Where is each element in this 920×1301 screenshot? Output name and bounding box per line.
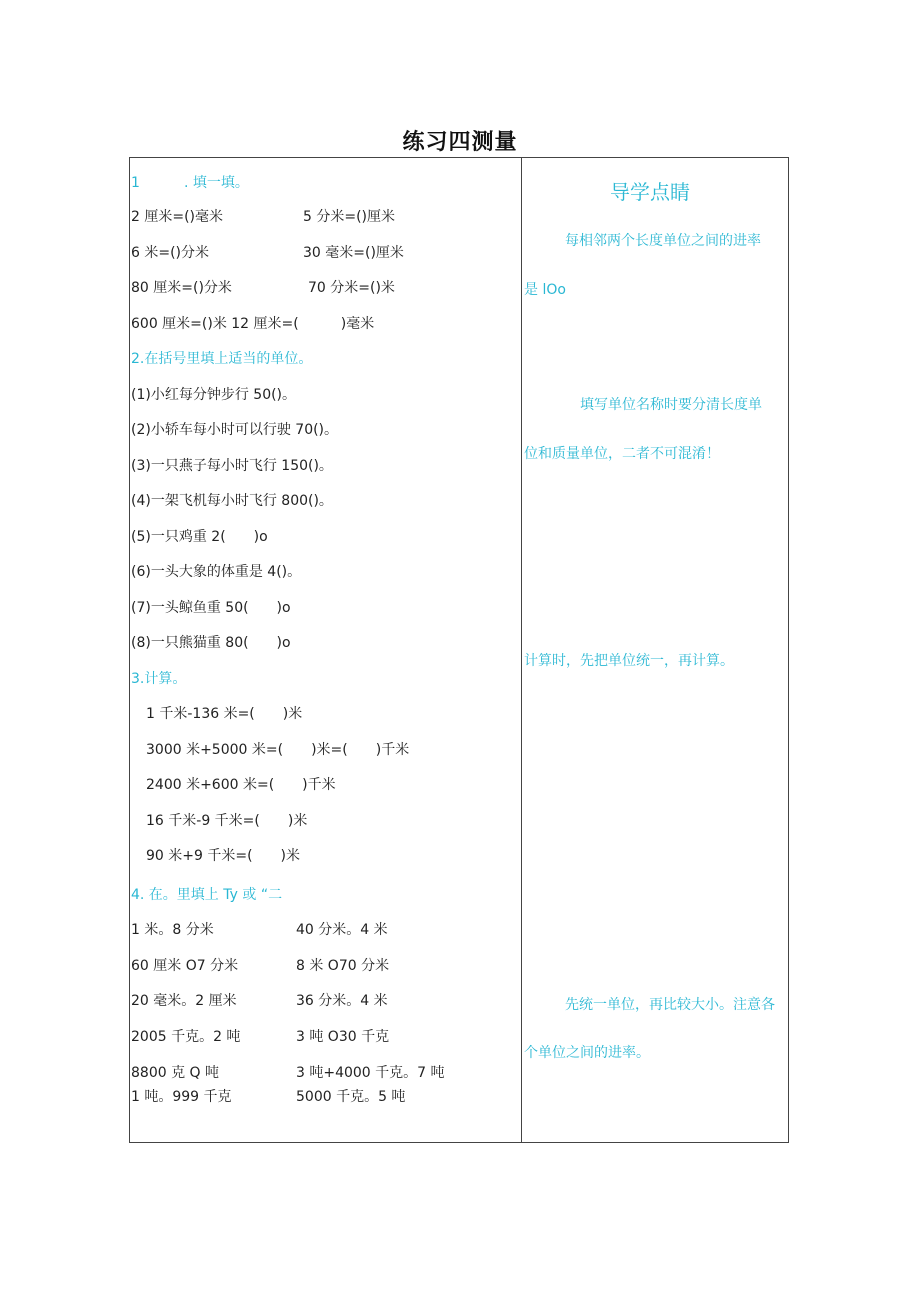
s4-row2-right: 8 米 O70 分米 [296, 958, 390, 974]
s1-row4: 600 厘米=()米 12 厘米=( )毫米 [131, 316, 375, 332]
page-title: 练习四测量 [402, 130, 518, 155]
tip-2-line-1: 填写单位名称时要分清长度单 [580, 397, 762, 413]
s4-row1-left: 1 米。8 分米 [131, 922, 214, 938]
s3-item-4: 16 千米-9 千米=( )米 [146, 813, 308, 829]
s1-row1-right: 5 分米=()厘米 [303, 209, 396, 225]
column-divider [521, 157, 522, 1143]
s4-row5-right: 3 吨+4000 千克。7 吨 [296, 1065, 445, 1081]
s1-row3-right: 70 分米=()米 [308, 280, 395, 296]
s3-item-1: 1 千米-136 米=( )米 [146, 706, 303, 722]
tip-4-line-2: 个单位之间的进率。 [524, 1045, 650, 1061]
s2-item-4: (4)一架飞机每小时飞行 800()。 [131, 493, 333, 509]
s2-item-5: (5)一只鸡重 2( )o [131, 529, 268, 545]
tip-2-line-2: 位和质量单位，二者不可混淆！ [524, 446, 720, 462]
s3-item-5: 90 米+9 千米=( )米 [146, 848, 301, 864]
s3-item-3: 2400 米+600 米=( )千米 [146, 777, 336, 793]
s2-item-1: (1)小红每分钟步行 50()。 [131, 387, 297, 403]
side-title: 导学点睛 [610, 180, 690, 204]
s4-row4-right: 3 吨 O30 千克 [296, 1029, 390, 1045]
s4-row4-left: 2005 千克。2 吨 [131, 1029, 241, 1045]
section-1-number: 1 [131, 175, 140, 191]
s1-row3-left: 80 厘米=()分米 [131, 280, 232, 296]
s4-row6-right: 5000 千克。5 吨 [296, 1089, 406, 1105]
s2-item-7: (7)一头鲸鱼重 50( )o [131, 600, 291, 616]
section-1-heading: . 填一填。 [184, 175, 249, 191]
s4-row5-left: 8800 克 Q 吨 [131, 1065, 219, 1081]
s1-row2-right: 30 毫米=()厘米 [303, 245, 404, 261]
tip-4-line-1: 先统一单位，再比较大小。注意各 [565, 997, 775, 1013]
s1-row1-left: 2 厘米=()毫米 [131, 209, 224, 225]
s1-row2-left: 6 米=()分米 [131, 245, 210, 261]
s4-row1-right: 40 分米。4 米 [296, 922, 388, 938]
tip-3-line-1: 计算时，先把单位统一，再计算。 [524, 653, 734, 669]
s4-row3-right: 36 分米。4 米 [296, 993, 388, 1009]
tip-1-line-1: 每相邻两个长度单位之间的进率 [565, 233, 761, 249]
s4-row2-left: 60 厘米 O7 分米 [131, 958, 239, 974]
s2-item-3: (3)一只燕子每小时飞行 150()。 [131, 458, 333, 474]
section-4-heading: 4. 在。里填上 Ty 或 “二 [131, 887, 283, 903]
s2-item-6: (6)一头大象的体重是 4()。 [131, 564, 302, 580]
s3-item-2: 3000 米+5000 米=( )米=( )千米 [146, 742, 410, 758]
s2-item-8: (8)一只熊猫重 80( )o [131, 635, 291, 651]
s4-row3-left: 20 毫米。2 厘米 [131, 993, 237, 1009]
section-2-heading: 2.在括号里填上适当的单位。 [131, 351, 313, 367]
tip-1-line-2: 是 lOo [524, 282, 566, 298]
s4-row6-left: 1 吨。999 千克 [131, 1089, 232, 1105]
section-3-heading: 3.计算。 [131, 671, 187, 687]
s2-item-2: (2)小轿车每小时可以行驶 70()。 [131, 422, 339, 438]
